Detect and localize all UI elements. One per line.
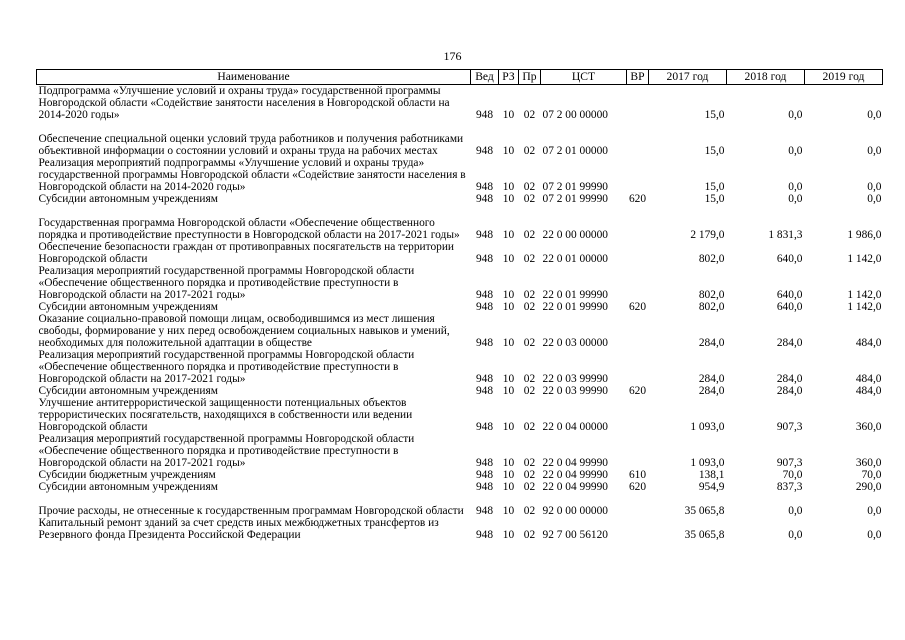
row-pr: 02	[523, 253, 536, 265]
row-name: Капитальный ремонт зданий за счет средств иных межбюджетных трансфертов из Резервного фонда Президента Российской Федерации	[38, 517, 439, 541]
row-vr	[627, 313, 649, 349]
row-2018: 0,0	[788, 505, 803, 517]
row-2018: 284,0	[776, 337, 803, 349]
row-vr	[627, 241, 649, 265]
row-ved: 948	[475, 457, 494, 469]
row-cst: 22 0 04 99990	[542, 469, 608, 481]
table-row	[37, 481, 883, 493]
row-vr: 620	[628, 301, 647, 313]
row-rz: 10	[502, 373, 515, 385]
row-2018: 837,3	[776, 481, 803, 493]
row-2018: 640,0	[776, 301, 803, 313]
row-2018: 70,0	[782, 469, 803, 481]
row-rz: 10	[502, 253, 515, 265]
row-2017: 138,1	[698, 469, 725, 481]
row-cst: 22 0 00 00000	[542, 229, 608, 241]
row-2017: 284,0	[698, 373, 725, 385]
header-2017: 2017 год	[649, 70, 727, 85]
row-ved: 948	[475, 337, 494, 349]
row-2018: 640,0	[776, 289, 803, 301]
row-cst: 07 2 01 99990	[542, 181, 608, 193]
header-2019: 2019 год	[805, 70, 883, 85]
row-pr: 02	[523, 109, 536, 121]
row-cst: 22 0 03 00000	[542, 337, 608, 349]
row-name: Обеспечение безопасности граждан от противоправных посягательств на территории Новгородской области	[38, 241, 455, 265]
row-ved: 948	[475, 301, 494, 313]
row-rz: 10	[502, 145, 515, 157]
row-2019: 360,0	[855, 421, 882, 433]
row-2017: 15,0	[704, 181, 725, 193]
row-2019: 484,0	[855, 385, 882, 397]
table-row	[37, 517, 883, 541]
row-vr	[627, 433, 649, 469]
row-name: Оказание социально-правовой помощи лицам, освободившимся из мест лишения свободы, формирование у них перед освобождением социальных навыков и умений, необходимых для положительной адаптации в обществе	[38, 313, 450, 349]
row-vr	[627, 121, 649, 157]
row-ved: 948	[475, 481, 494, 493]
row-cst: 22 0 03 99990	[542, 373, 608, 385]
table-row	[37, 493, 883, 517]
row-ved: 948	[475, 289, 494, 301]
row-2018: 907,3	[776, 457, 803, 469]
row-name: Реализация мероприятий государственной программы Новгородской области «Обеспечение общественного порядка и противодействие преступности в Новгородской области на 2017-2021 годы»	[38, 349, 415, 385]
row-2017: 15,0	[704, 193, 725, 205]
table-row	[37, 205, 883, 241]
row-cst: 22 0 01 99990	[542, 289, 608, 301]
page-number: 176	[443, 49, 462, 63]
row-cst: 92 0 00 00000	[542, 505, 608, 517]
table-row	[37, 385, 883, 397]
header-vr: ВР	[627, 70, 649, 85]
row-cst: 22 0 04 99990	[542, 481, 608, 493]
row-cst: 22 0 01 00000	[542, 253, 608, 265]
table-row	[37, 157, 883, 193]
row-ved: 948	[475, 253, 494, 265]
row-cst: 07 2 01 00000	[542, 145, 608, 157]
row-name: Реализация мероприятий государственной программы Новгородской области «Обеспечение общественного порядка и противодействие преступности в Новгородской области на 2017-2021 годы»	[38, 265, 415, 301]
row-2019: 1 986,0	[847, 229, 882, 241]
row-pr: 02	[523, 421, 536, 433]
table-row	[37, 349, 883, 385]
row-2017: 802,0	[698, 289, 725, 301]
row-vr	[627, 265, 649, 301]
row-2019: 360,0	[855, 457, 882, 469]
row-name: Государственная программа Новгородской области «Обеспечение общественного порядка и противодействие преступности в Новгородской области на 2017-2021 годы»	[38, 217, 460, 241]
row-2018: 0,0	[788, 109, 803, 121]
table-row	[37, 469, 883, 481]
row-ved: 948	[475, 193, 494, 205]
row-pr: 02	[523, 529, 536, 541]
row-2017: 802,0	[698, 301, 725, 313]
row-vr: 620	[628, 193, 647, 205]
row-vr	[627, 397, 649, 433]
row-cst: 07 2 01 99990	[542, 193, 608, 205]
row-vr: 620	[628, 385, 647, 397]
row-rz: 10	[502, 421, 515, 433]
row-pr: 02	[523, 457, 536, 469]
header-cst: ЦСТ	[541, 70, 627, 85]
row-rz: 10	[502, 289, 515, 301]
table-row	[37, 313, 883, 349]
row-2019: 0,0	[867, 193, 882, 205]
row-vr	[627, 493, 649, 517]
header-ved: Вед	[471, 70, 499, 85]
row-pr: 02	[523, 505, 536, 517]
row-2018: 640,0	[776, 253, 803, 265]
row-name: Реализация мероприятий государственной программы Новгородской области «Обеспечение общественного порядка и противодействие преступности в Новгородской области на 2017-2021 годы»	[38, 433, 415, 469]
row-2018: 0,0	[788, 193, 803, 205]
row-ved: 948	[475, 181, 494, 193]
row-2018: 0,0	[788, 145, 803, 157]
row-ved: 948	[475, 529, 494, 541]
row-ved: 948	[475, 505, 494, 517]
row-cst: 22 0 03 99990	[542, 385, 608, 397]
table-header	[37, 70, 883, 85]
row-ved: 948	[475, 385, 494, 397]
row-2017: 35 065,8	[684, 529, 725, 541]
row-pr: 02	[523, 469, 536, 481]
row-cst: 92 7 00 56120	[542, 529, 608, 541]
header-pr: Пр	[519, 70, 541, 85]
table-row	[37, 193, 883, 205]
row-name: Субсидии автономным учреждениям	[38, 481, 218, 493]
row-pr: 02	[523, 481, 536, 493]
row-name: Субсидии автономным учреждениям	[38, 301, 218, 313]
row-2019: 1 142,0	[847, 301, 882, 313]
row-rz: 10	[502, 337, 515, 349]
row-pr: 02	[523, 229, 536, 241]
row-ved: 948	[475, 469, 494, 481]
row-2017: 2 179,0	[690, 229, 725, 241]
row-cst: 22 0 04 99990	[542, 457, 608, 469]
table-row	[37, 121, 883, 157]
row-vr	[627, 205, 649, 241]
row-rz: 10	[502, 457, 515, 469]
header-rz: РЗ	[499, 70, 519, 85]
table-body	[37, 85, 883, 542]
row-2018: 284,0	[776, 373, 803, 385]
row-pr: 02	[523, 181, 536, 193]
row-2018: 907,3	[776, 421, 803, 433]
table-row	[37, 265, 883, 301]
header-name: Наименование	[37, 70, 471, 85]
row-vr	[627, 349, 649, 385]
row-2019: 1 142,0	[847, 253, 882, 265]
row-rz: 10	[502, 229, 515, 241]
row-rz: 10	[502, 469, 515, 481]
row-vr: 610	[628, 469, 647, 481]
row-rz: 10	[502, 301, 515, 313]
row-2017: 284,0	[698, 337, 725, 349]
row-ved: 948	[475, 145, 494, 157]
row-2017: 1 093,0	[690, 421, 725, 433]
row-pr: 02	[523, 385, 536, 397]
table-row	[37, 433, 883, 469]
row-2019: 0,0	[867, 505, 882, 517]
row-2019: 484,0	[855, 337, 882, 349]
row-cst: 22 0 01 99990	[542, 301, 608, 313]
row-2019: 0,0	[867, 529, 882, 541]
row-pr: 02	[523, 145, 536, 157]
table-row	[37, 301, 883, 313]
row-pr: 02	[523, 193, 536, 205]
row-2019: 0,0	[867, 109, 882, 121]
table-row	[37, 85, 883, 122]
row-2019: 0,0	[867, 181, 882, 193]
row-2019: 290,0	[855, 481, 882, 493]
row-rz: 10	[502, 529, 515, 541]
row-cst: 07 2 00 00000	[542, 109, 608, 121]
row-vr	[627, 517, 649, 541]
row-rz: 10	[502, 505, 515, 517]
row-2019: 0,0	[867, 145, 882, 157]
row-ved: 948	[475, 421, 494, 433]
row-pr: 02	[523, 337, 536, 349]
row-name: Субсидии автономным учреждениям	[38, 385, 218, 397]
row-pr: 02	[523, 289, 536, 301]
row-name: Улучшение антитеррористической защищенности потенциальных объектов террористических посягательств, находящихся в собственности или ведении Новгородской области	[38, 397, 413, 433]
table-row	[37, 241, 883, 265]
row-ved: 948	[475, 373, 494, 385]
row-2017: 15,0	[704, 109, 725, 121]
row-name: Прочие расходы, не отнесенные к государственным программам Новгородской области	[38, 505, 464, 517]
row-name: Обеспечение специальной оценки условий труда работников и получения работниками объективной информации о состоянии условий и охраны труда на рабочих местах	[38, 133, 464, 157]
row-vr: 620	[628, 481, 647, 493]
header-2018: 2018 год	[727, 70, 805, 85]
row-2018: 0,0	[788, 181, 803, 193]
row-rz: 10	[502, 181, 515, 193]
row-name: Субсидии автономным учреждениям	[38, 193, 218, 205]
row-2017: 35 065,8	[684, 505, 725, 517]
row-ved: 948	[475, 109, 494, 121]
row-2017: 15,0	[704, 145, 725, 157]
row-pr: 02	[523, 373, 536, 385]
row-pr: 02	[523, 301, 536, 313]
row-vr	[627, 157, 649, 193]
row-2017: 802,0	[698, 253, 725, 265]
row-ved: 948	[475, 229, 494, 241]
row-rz: 10	[502, 385, 515, 397]
table-row	[37, 397, 883, 433]
row-rz: 10	[502, 481, 515, 493]
row-name: Подпрограмма «Улучшение условий и охраны труда» государственной программы Новгородской области «Содействие занятости населения в Новгородской области на 2014-2020 годы»	[38, 85, 450, 121]
row-2018: 1 831,3	[768, 229, 803, 241]
row-name: Субсидии бюджетным учреждениям	[38, 469, 216, 481]
row-2017: 954,9	[698, 481, 725, 493]
budget-table	[36, 69, 883, 541]
row-2019: 1 142,0	[847, 289, 882, 301]
row-2019: 484,0	[855, 373, 882, 385]
row-2017: 284,0	[698, 385, 725, 397]
row-rz: 10	[502, 109, 515, 121]
row-2019: 70,0	[861, 469, 882, 481]
row-2018: 284,0	[776, 385, 803, 397]
row-2017: 1 093,0	[690, 457, 725, 469]
row-cst: 22 0 04 00000	[542, 421, 608, 433]
row-rz: 10	[502, 193, 515, 205]
row-name: Реализация мероприятий подпрограммы «Улучшение условий и охраны труда» государственной программы Новгородской области «Содействие занятости населения в Новгородской области на 2014-2020 годы»	[38, 157, 466, 193]
row-vr	[627, 85, 649, 122]
row-2018: 0,0	[788, 529, 803, 541]
